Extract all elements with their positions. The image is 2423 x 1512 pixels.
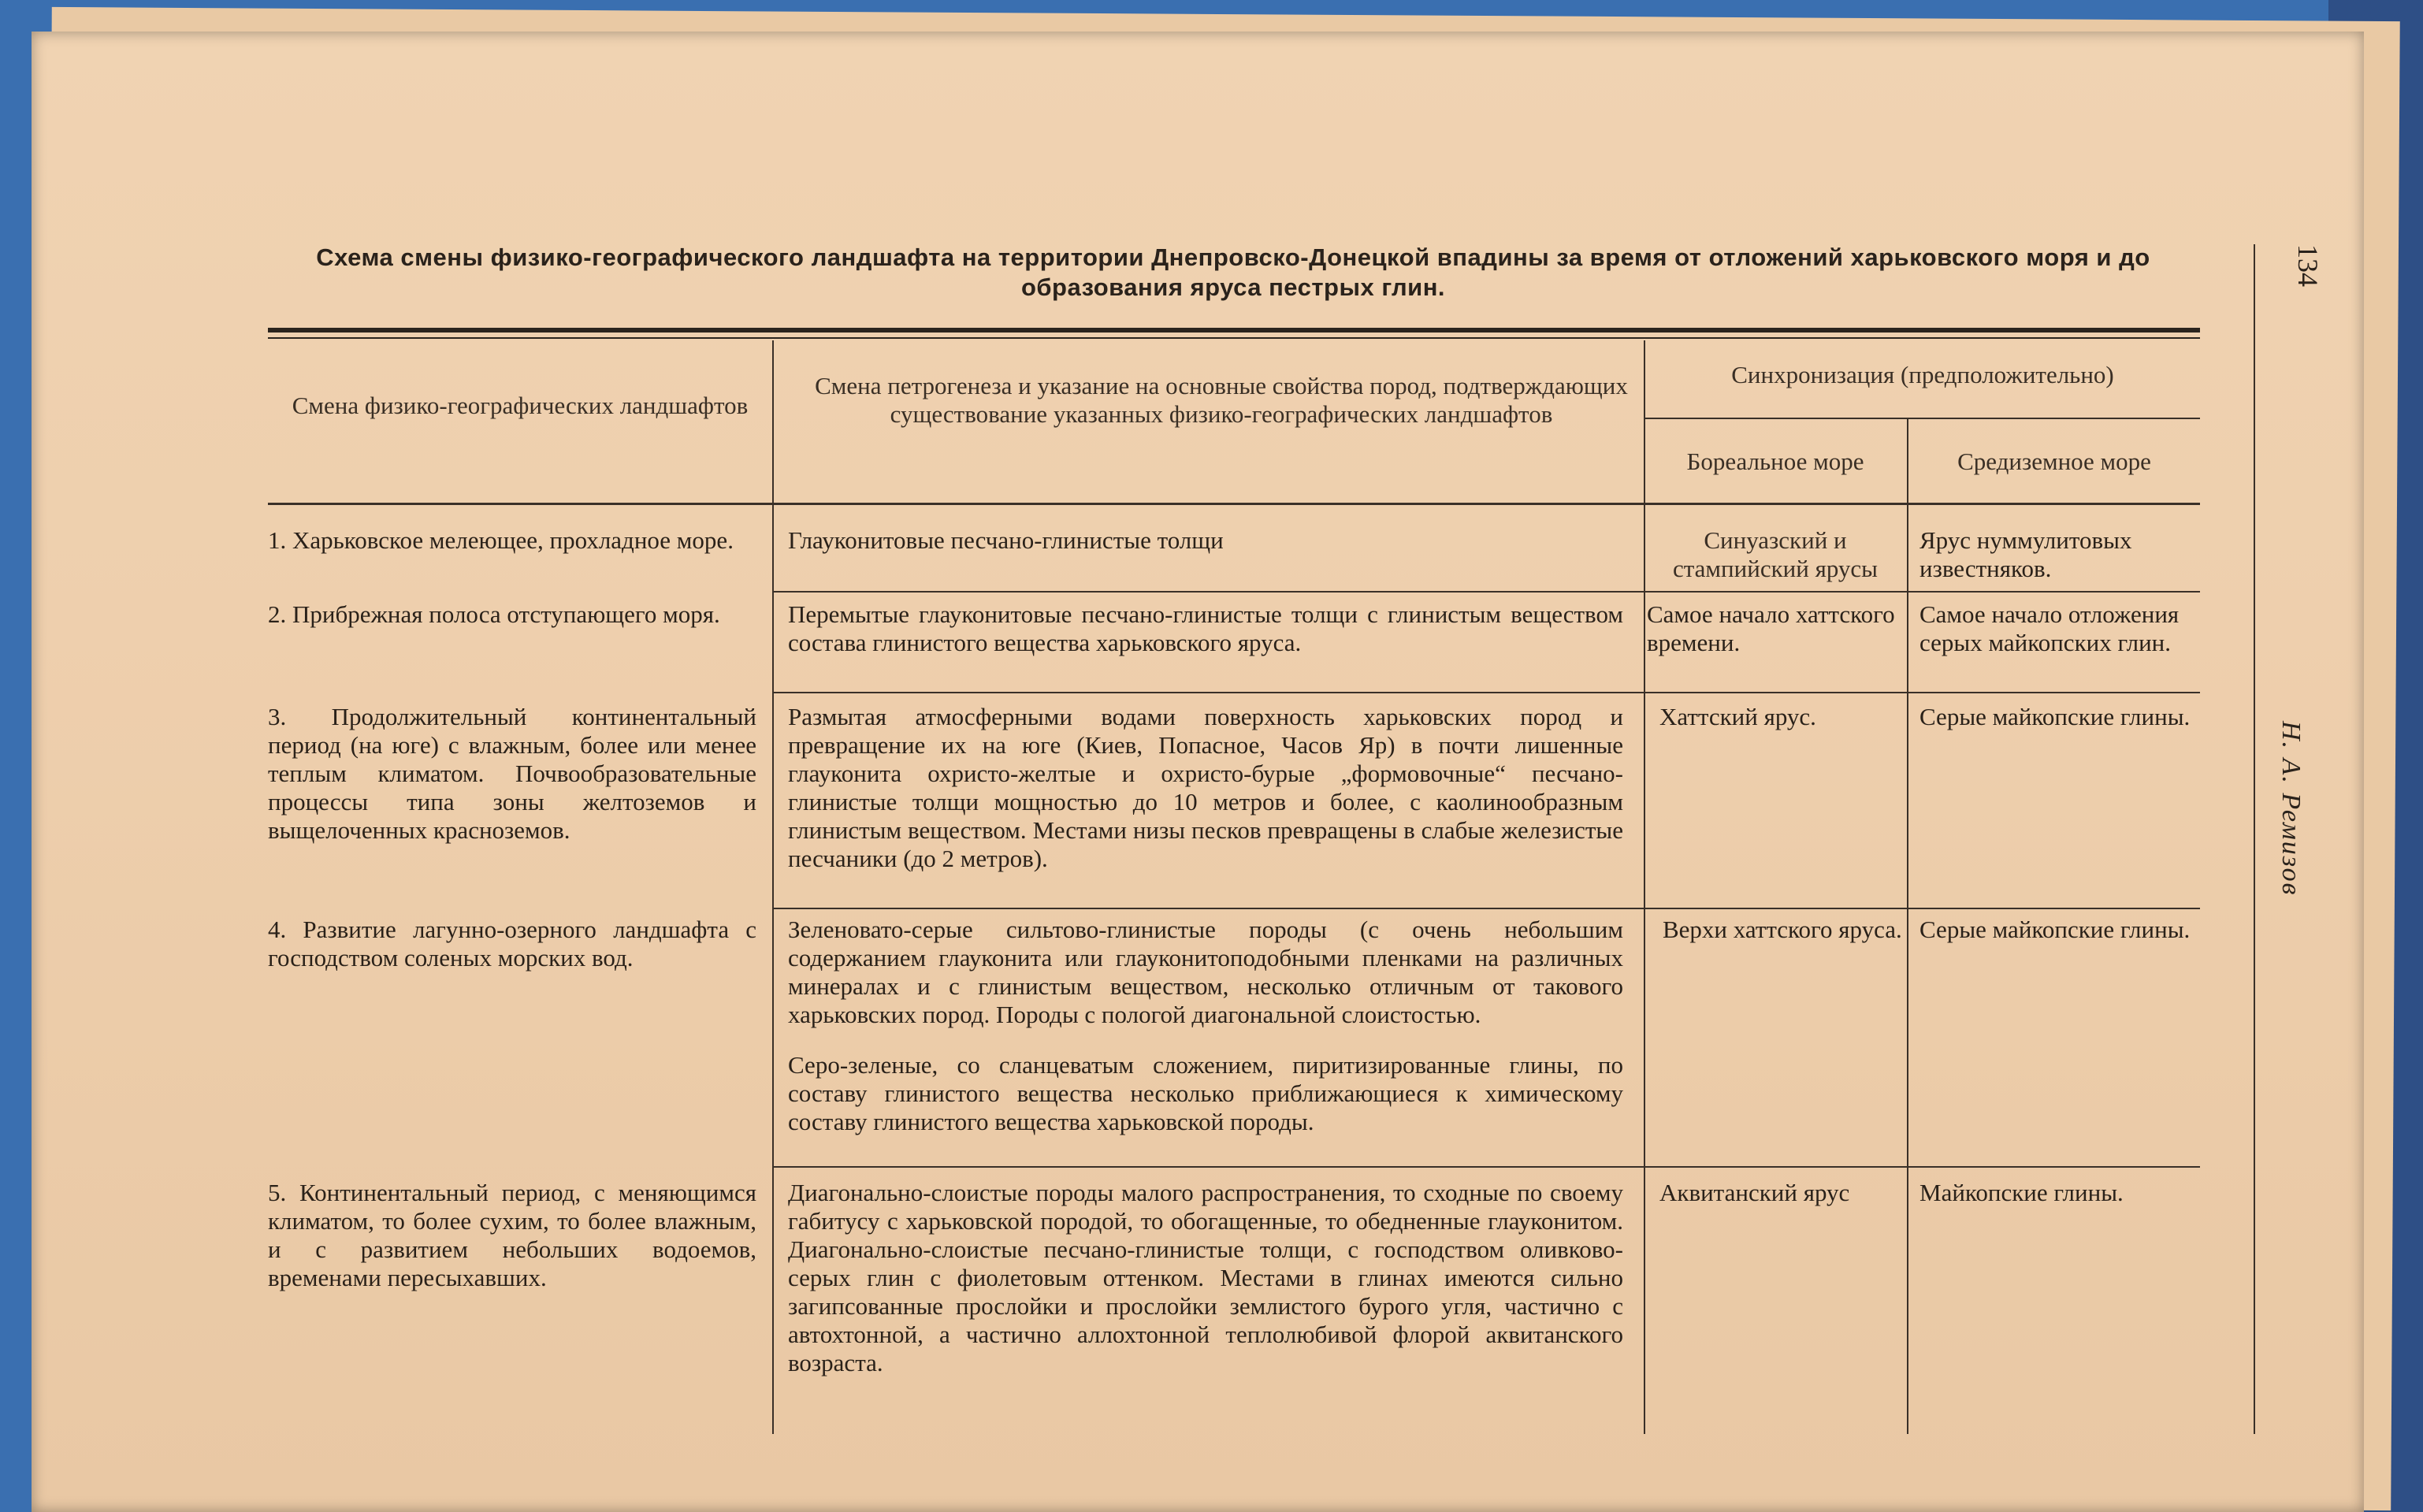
row5-petrogenesis: Диагонально-слоистые породы малого распространения, то сходные по своему габитусу с харьковской породой, то обогащенные, то обедненные глауконитом. Диагонально-слоистые песчано-глинистые толщи, с господством оливково-серых глин с фиолетовым оттенком. Местами в глинах имеются сильно загипсованные прослойки и прослойки землистого бурого угля, частично с автохтонной, а частично аллохтонной теплолюбивой флорой аквитанского возраста.	[788, 1179, 1623, 1376]
row2-boreal: Самое начало хаттского времени.	[1647, 600, 1895, 656]
margin-rule	[2254, 244, 2255, 1434]
row4-divider	[772, 1166, 2200, 1168]
row3-divider	[772, 908, 2200, 909]
row2-landscape: 2. Прибрежная полоса отступающего моря.	[268, 600, 720, 628]
row1-divider	[772, 591, 2200, 593]
header-landscapes: Смена физико-географических ландшафтов	[292, 392, 749, 419]
row3-landscape: 3. Продолжительный континентальный период (на юге) с влажным, более или менее теплым климатом. Почвообразовательные процессы типа зоны желтоземов и выщелоченных красноземов.	[268, 703, 756, 844]
book-page	[32, 32, 2364, 1512]
row5-boreal: Аквитанский ярус	[1659, 1179, 1850, 1206]
row4-petrogenesis: Зеленовато-серые сильтово-глинистые породы (с очень небольшим содержанием глауконита или глауконитоподобными пленками на различных минералах и с глинистым веществом, несколько отличным от такового харьковских пород. Породы с пологой диагональной слоистостью.	[788, 916, 1623, 1028]
row1-boreal: Синуазский и стампийский ярусы	[1672, 526, 1879, 582]
row4-landscape: 4. Развитие лагунно-озерного ландшафта с господством соленых морских вод.	[268, 916, 756, 971]
row5-mediterranean: Майкопские глины.	[1919, 1179, 2124, 1206]
row3-petrogenesis: Размытая атмосферными водами поверхность харьковских пород и превращение их на юге (Киев, Попасное, Часов Яр) в почти лишенные глауконита охристо-желтые и охристо-бурые „формовочные“ песчано-глинистые толщи мощностью до 10 метров и более, с каолинообразным глинистым веществом. Местами низы песков превращены в слабые железистые песчаники (до 2 метров).	[788, 703, 1623, 872]
header-bottom-rule	[268, 503, 2200, 505]
row1-landscape: 1. Харьковское мелеющее, прохладное море.	[268, 526, 734, 554]
column-divider-1	[772, 340, 774, 1434]
column-divider-2	[1644, 340, 1645, 1434]
running-head-author: Н. А. Ремизов	[2276, 721, 2306, 897]
row1-mediterranean: Ярус нуммулитовых известняков.	[1919, 526, 2132, 582]
header-boreal-sea: Бореальное море	[1686, 448, 1864, 475]
page-number: 134	[2292, 244, 2324, 287]
table-title: Схема смены физико-географического ландшафта на территории Днепровско-Донецкой впадины за время от отложений харьковского моря и до образования яруса пестрых глин.	[316, 243, 2150, 301]
row2-petrogenesis: Перемытые глауконитовые песчано-глинистые толщи с глинистым веществом состава глинистого вещества харьковского яруса.	[788, 600, 1623, 656]
table-top-rule	[268, 328, 2200, 332]
row3-boreal: Хаттский ярус.	[1659, 703, 1816, 730]
table-top-rule-thin	[268, 337, 2200, 339]
row1-petrogenesis: Глауконитовые песчано-глинистые толщи	[788, 526, 1224, 554]
row2-divider	[772, 692, 2200, 693]
row2-mediterranean: Самое начало отложения серых майкопских глин.	[1919, 600, 2180, 656]
header-petrogenesis: Смена петрогенеза и указание на основные свойства пород, подтверждающих существование указанных физико-географических ландшафтов	[815, 372, 1628, 428]
row4-petrogenesis-continued: Серо-зеленые, со сланцеватым сложением, пиритизированные глины, по составу глинистого вещества несколько приближающиеся к химическому составу глинистого вещества харьковской породы.	[788, 1051, 1623, 1135]
header-synchronization: Синхронизация (предположительно)	[1731, 361, 2114, 388]
row4-boreal: Верхи хаттского яруса.	[1663, 916, 1902, 943]
column-divider-3	[1907, 419, 1908, 1434]
row5-landscape: 5. Континентальный период, с меняющимся климатом, то более сухим, то более влажным, и с развитием небольших водоемов, временами пересыхавших.	[268, 1179, 756, 1291]
row3-mediterranean: Серые майкопские глины.	[1919, 703, 2191, 730]
row4-mediterranean: Серые майкопские глины.	[1919, 916, 2191, 943]
header-mediterranean-sea: Средиземное море	[1957, 448, 2151, 475]
header-sync-divider	[1644, 418, 2200, 419]
